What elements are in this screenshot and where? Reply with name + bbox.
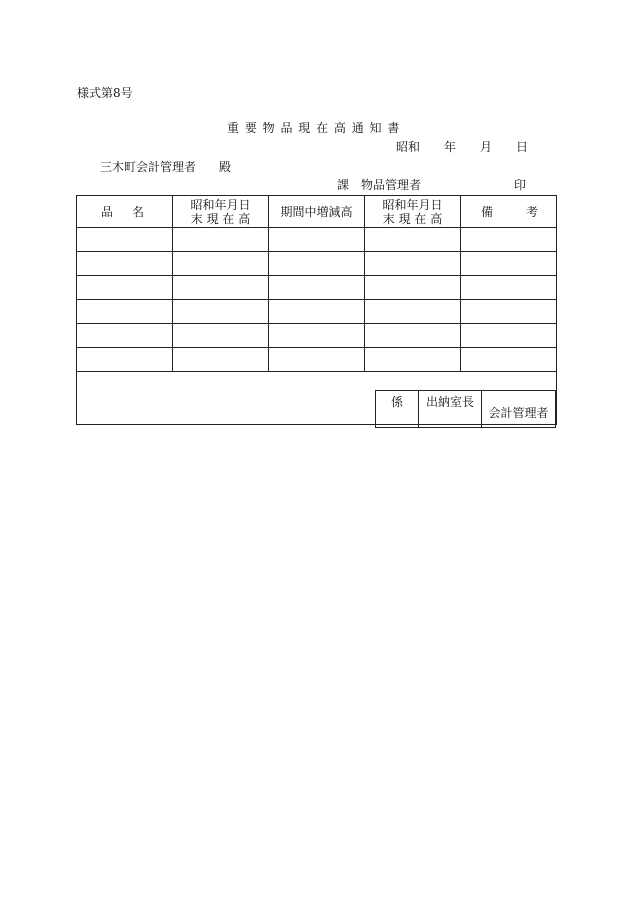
table-cell[interactable] [365, 348, 461, 372]
document-title: 重 要 物 品 現 在 高 通 知 書 [227, 121, 400, 135]
table-cell[interactable] [77, 276, 173, 300]
header-previous-balance [173, 196, 269, 228]
date-year: 年 [444, 140, 457, 154]
table-cell[interactable] [269, 276, 365, 300]
header-current-line1: 昭和年月日 [382, 197, 443, 212]
table-cell[interactable] [461, 228, 557, 252]
table-cell[interactable] [77, 252, 173, 276]
date-day: 日 [516, 140, 529, 154]
table-cell[interactable] [461, 276, 557, 300]
table-cell[interactable] [77, 300, 173, 324]
header-item-name [77, 196, 173, 228]
stamp-box-cashier-head[interactable]: 出納室長 [419, 391, 482, 428]
header-item-name-a: 品 [101, 204, 114, 219]
table-cell[interactable] [365, 228, 461, 252]
table-cell[interactable] [461, 252, 557, 276]
table-cell[interactable] [269, 348, 365, 372]
sender-title: 課 物品管理者 [337, 178, 422, 192]
table-cell[interactable] [461, 348, 557, 372]
header-remarks-b: 考 [525, 204, 538, 219]
date-era: 昭和 [396, 140, 421, 154]
table-cell[interactable] [173, 324, 269, 348]
table-cell[interactable] [77, 228, 173, 252]
table-cell[interactable] [269, 228, 365, 252]
stamp-box-accountant[interactable]: 会計管理者 [482, 391, 556, 428]
table-cell[interactable] [173, 348, 269, 372]
table-row [77, 252, 557, 276]
table-cell[interactable] [77, 348, 173, 372]
table-cell[interactable] [173, 252, 269, 276]
table-cell[interactable] [269, 252, 365, 276]
table-row [77, 276, 557, 300]
header-remarks [461, 196, 557, 228]
header-current-line2: 末 現 在 高 [382, 211, 443, 226]
header-item-name-b: 名 [131, 204, 144, 219]
table-row [77, 348, 557, 372]
header-remarks-a: 備 [481, 204, 494, 219]
header-current-balance [365, 196, 461, 228]
form-number: 様式第8号 [77, 86, 133, 100]
honorific: 殿 [219, 160, 232, 174]
table-row [77, 300, 557, 324]
stamp-box-clerk[interactable]: 係 [376, 391, 419, 428]
table-cell[interactable] [461, 324, 557, 348]
table-cell[interactable] [269, 300, 365, 324]
table-cell[interactable] [365, 300, 461, 324]
table-cell[interactable] [365, 252, 461, 276]
table-header-row [77, 196, 557, 228]
table-cell[interactable] [173, 276, 269, 300]
table-row [77, 228, 557, 252]
table-cell[interactable] [365, 324, 461, 348]
addressee: 三木町会計管理者 [100, 160, 197, 174]
table-cell[interactable] [269, 324, 365, 348]
table-cell[interactable] [173, 228, 269, 252]
header-previous-line1: 昭和年月日 [190, 197, 251, 212]
table-cell[interactable] [77, 324, 173, 348]
table-cell[interactable] [173, 300, 269, 324]
table-cell[interactable] [461, 300, 557, 324]
approval-stamp-boxes [375, 390, 556, 428]
header-period-change: 期間中増減高 [269, 196, 365, 228]
seal-mark: 印 [514, 178, 527, 192]
table-row [77, 324, 557, 348]
table-cell[interactable] [365, 276, 461, 300]
header-previous-line2: 末 現 在 高 [190, 211, 251, 226]
date-month: 月 [480, 140, 493, 154]
